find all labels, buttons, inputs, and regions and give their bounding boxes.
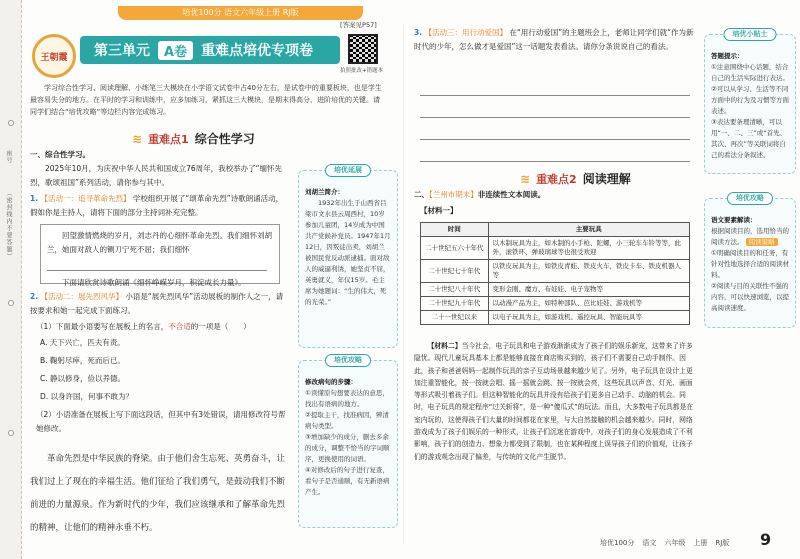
- sidebar-strategy-1: [298, 356, 398, 528]
- question-3: [414, 26, 696, 54]
- sub-question-end: 的一项是（ ）: [190, 322, 251, 331]
- table-row: [421, 237, 690, 260]
- wave-icon: ≋: [520, 171, 531, 186]
- page-divider: [403, 24, 404, 544]
- question-number: 2.: [30, 292, 39, 301]
- answer-reference: [答案见P57]: [340, 21, 377, 29]
- answer-line[interactable]: [420, 82, 690, 96]
- revision-passage[interactable]: 革命先烈是中华民族的脊梁。由于他们舍生忘死、英勇奋斗，让我们过上了现在的幸福生活。他们征给了我们勇气，是鼓动我们不断前进的力量源泉。作为新时代的少年，我们应该继承和了解革命先烈的精神，让他们的精神永垂不朽。: [30, 454, 286, 533]
- section-name: 综合性学习: [194, 132, 255, 146]
- strategy-lead-text: 根据阅读目的，选用恰当的阅读方法。: [711, 227, 789, 246]
- footer-brand: 培优100分: [600, 539, 635, 547]
- table-cell: 二十一世纪以来: [421, 311, 489, 325]
- brand-logo: 王朝霞: [32, 34, 76, 78]
- question-1: [30, 192, 290, 220]
- question-text: 小语是“展先烈风华”活动展板的制作人之一，请按要求和她一起完成下面练习。: [30, 292, 284, 315]
- part1-heading: 一、综合性学习。: [30, 150, 90, 159]
- part-title: 非连续性文本阅读。: [477, 190, 546, 199]
- section-title-1: [132, 130, 255, 147]
- table-row: [421, 260, 690, 283]
- section-title-2: [520, 170, 631, 187]
- section-tag: 重难点1: [148, 132, 189, 146]
- option-c[interactable]: C. 静以修身，俭以养德。: [40, 374, 126, 383]
- intro-paragraph: 学习综合性学习、阅读理解、小练笔三大模块在小学语文试卷中占40分左右，是试卷中的重要板块，也是学生最容易失分的地方。在平时的学习和训练中，应多加练习，紧抓这三大模块，是期末得高分、进阶培优的关键。请同学们结合“培优攻略”等边栏内容完成练习。: [30, 84, 382, 116]
- table-cell: 二十世纪五六十年代: [421, 237, 489, 260]
- answer-line[interactable]: [420, 148, 690, 162]
- strategy-badge: 阅读策略: [746, 238, 778, 246]
- table-cell: 变形金刚、魔方、布娃娃、电子宠物等: [488, 283, 690, 297]
- sidebar-extension: [298, 166, 398, 348]
- punch-hole-icon: [8, 430, 14, 436]
- table-header-cell: 时间: [421, 223, 489, 237]
- page-title: 重难点培优专项卷: [201, 43, 314, 59]
- question-number: 1.: [30, 194, 39, 203]
- part2-heading: [414, 188, 696, 202]
- part-number: 二、: [414, 190, 429, 199]
- unit-header: [80, 36, 340, 64]
- sidebar-subtitle: 刘胡兰简介：: [305, 188, 344, 196]
- material-2-label: 【材料二】: [427, 342, 462, 350]
- footer-subject: 语文: [642, 539, 657, 547]
- material-2-text: 当今社会，电子玩具和电子游戏渐渐成为了孩子们的娱乐新宠，这带来了许多隐忧。现代儿童玩具基本上都是能够直接在商店购买到的，孩子们不需要自己动手制作。因此，孩子和爸爸妈妈一起制作玩具的亲子互动场景越来越少见了。另外，电子玩具在设计上更加注重智能化，按一按就会唱、摇一摇就会跳、按一按就会亮，这些玩具以声音、灯光、画面等形式吸引着孩子们。但这种智能化的玩具并没有给孩子们更多自己动手、动脑的机会。同时，电子玩具的规定程序“过关斩将”，是一种“傻瓜式”的玩法。而且，大多数电子玩具都是在室内玩的，这使得孩子们大量的时间都花在家里，与大自然接触的机会越来越少。同时，网络游戏成为了孩子们娱乐的一种形式，让孩子们沉迷在游戏中，对孩子们的身心发展造成了不利影响，孩子们的创造力、想象力都受到了限制，也在某种程度上误导孩子们的价值观，让孩子们的游戏观念出现了偏差，与传统的文化产生脱节。: [414, 342, 694, 461]
- page-number: 9: [760, 530, 772, 549]
- table-header-cell: 主要玩具: [488, 223, 690, 237]
- table-cell: 二十世纪八十年代: [421, 283, 489, 297]
- host-script-ending: 下面请欣赏诗歌朗诵《细怀峥嵘岁月，积淀成长力量》。: [62, 278, 246, 287]
- tip-item: ③表达要条理清晰，可以用“一、二、三”或“首先、其次、再次”等关联词将自己的看法分条叙述。: [711, 118, 787, 159]
- question-tag: 【活动一：追寻革命先烈】: [40, 194, 131, 203]
- material-2-passage: [414, 340, 696, 463]
- table-cell: 以动漫产品为主，如特种部队、芭比娃娃、游戏机等: [488, 297, 690, 311]
- sidebar-subtitle: 语文要素解读：: [711, 216, 757, 224]
- sub-question-text: （1）下面最小语要写在展板上的名言，: [36, 322, 169, 331]
- seal-line-note: （密封线内不要答题）: [5, 190, 12, 260]
- answer-line[interactable]: [420, 104, 690, 118]
- section-tag: 重难点2: [536, 172, 577, 186]
- answer-line[interactable]: [47, 257, 267, 271]
- sidebar-subtitle: 修改病句的步骤：: [305, 378, 357, 386]
- table-cell: 二十世纪七十年代: [421, 260, 489, 283]
- table-row: [421, 311, 690, 325]
- toy-history-table: [420, 222, 690, 325]
- strategy-step: ③增加缺少的成分，删去多余的成分，调整不恰当的字词顺序，更换使用的词语。: [305, 433, 390, 463]
- answer-line[interactable]: [420, 126, 690, 140]
- strategy-step: ②提取主干，找准病因，辨清病句类型。: [305, 411, 389, 430]
- source-tag: 【兰州市期末】: [429, 190, 478, 199]
- question-2: [30, 290, 290, 318]
- option-a[interactable]: A. 天下兴亡，匹夫有责。: [40, 338, 125, 347]
- punch-hole-icon: [8, 300, 14, 306]
- sidebar-head: 培优攻略: [325, 354, 371, 367]
- binding-margin: [0, 0, 22, 559]
- paper-badge: A卷: [158, 41, 193, 60]
- question-tag: 【活动三：用行动爱国】: [424, 28, 507, 37]
- section-name: 阅读理解: [582, 172, 631, 186]
- sidebar-head: 培优攻略: [727, 192, 773, 205]
- material-1-label: 【材料一】: [420, 206, 458, 215]
- wave-icon: ≋: [132, 131, 143, 146]
- table-cell: 以铁皮玩具为主，如铁皮青蛙、铁皮火车，铁皮卡车、铁皮机器人等: [488, 260, 690, 283]
- seat-number-label: 座号: [5, 150, 12, 164]
- table-cell: 二十世纪九十年代: [421, 297, 489, 311]
- sidebar-head: 培优延展: [325, 164, 371, 177]
- strategy-step: ④对修改后的句子进行复查，看句子是否通顺，有无新语病产生。: [305, 466, 390, 496]
- footer-term: 上册: [693, 539, 708, 547]
- punch-hole-icon: [8, 120, 14, 126]
- question-2-sub-1: [36, 320, 286, 334]
- sidebar-strategy-2: [704, 194, 796, 328]
- tip-item: ②可以从学习、生活等不同方面中的行为及习惯等方面表述。: [711, 85, 789, 115]
- question-2-sub-2: （2）小语准备在展板上写下面这段话，但其中有3处错误，请用修改符号帮她修改。: [36, 410, 286, 433]
- strategy-step: ①读懂原句想要表达的意思，找出有语病的地方。: [305, 389, 389, 408]
- unit-label: 第三单元: [94, 43, 150, 59]
- table-cell: 以电子玩具为主，如游戏机、遥控玩具、智能玩具等: [488, 311, 690, 325]
- page-footer: [600, 538, 729, 548]
- question-text: 在“用行动爱国”的主题班会上，老师让同学们就“作为新时代的少年，怎么做才是爱国”这一话题发表看法。请你分条说说自己的看法。: [414, 28, 694, 51]
- footer-grade: 六年级: [664, 539, 686, 547]
- sidebar-tips: [704, 30, 796, 174]
- option-b[interactable]: B. 鞠躬尽瘁，死而后已。: [40, 356, 125, 365]
- sidebar-subtitle: 答题提示：: [711, 52, 744, 60]
- qr-caption: 拍照批改+错题本: [340, 68, 384, 74]
- emphasis-text: 不合适: [168, 322, 191, 331]
- qr-code-icon[interactable]: [348, 34, 378, 64]
- question-text: 学校组织开展了“颂革命先烈”诗歌朗诵活动，假如你是主持人，请将下面的部分主持词补充完整。: [30, 194, 284, 217]
- strategy-lead: [711, 226, 789, 248]
- table-row: [421, 297, 690, 311]
- top-banner: 培优100分 语文六年级上册 RJ版: [118, 6, 363, 20]
- sidebar-head: 培优小贴士: [724, 28, 777, 41]
- tip-item: ①注意围绕中心话题，结合自己的生活实际进行表达。: [711, 63, 789, 82]
- question-tag: 【活动二：展先烈风华】: [40, 292, 123, 301]
- option-d[interactable]: D. 以身许国，何事不敢为？: [40, 392, 134, 401]
- answer-lines: [420, 82, 690, 170]
- option-list: [40, 336, 280, 404]
- table-cell: 以木制玩具为主，如木制的小手枪、陀螺，小三轮车车铃等等，此外，滚铁环、弹玻璃球等也很受欢迎: [488, 237, 690, 260]
- table-row: [421, 283, 690, 297]
- table-header-row: [421, 223, 690, 237]
- host-script-text: 回望激情燃烧的岁月，刘志丹的心细怀革命先烈。我们细怀刘胡兰，她面对敌人的铡刀宁死不屈；我们细怀: [47, 231, 272, 254]
- strategy-step: ①明确阅读目的和任务，有针对性地选择合适的阅读材料。: [711, 249, 789, 279]
- footer-edition: RJ版: [715, 539, 730, 547]
- sidebar-text: 1932年出生于山西省吕梁市文水县云周西村，10岁参加儿童团，14岁成为中国共产党候补党员。1947年1月12日，因叛徒出卖，刘胡兰被国民党反动派逮捕。面对敌人的威逼利诱，她坚贞不屈，英勇就义，年仅15岁。毛主席为她题词：“生的伟大，死的光荣。”: [305, 199, 391, 306]
- host-script-box: [40, 224, 280, 287]
- question-number: 3.: [414, 28, 423, 37]
- part1-lead: 2025年10月，为庆祝中华人民共和国成立76周年，我校举办了“缅怀先烈，歌颂祖国”系列活动，请你参与其中。: [30, 164, 283, 187]
- strategy-step: ②阅读与目的关联性不强的内容，可以快速浏览，以提高阅读速度。: [711, 282, 789, 312]
